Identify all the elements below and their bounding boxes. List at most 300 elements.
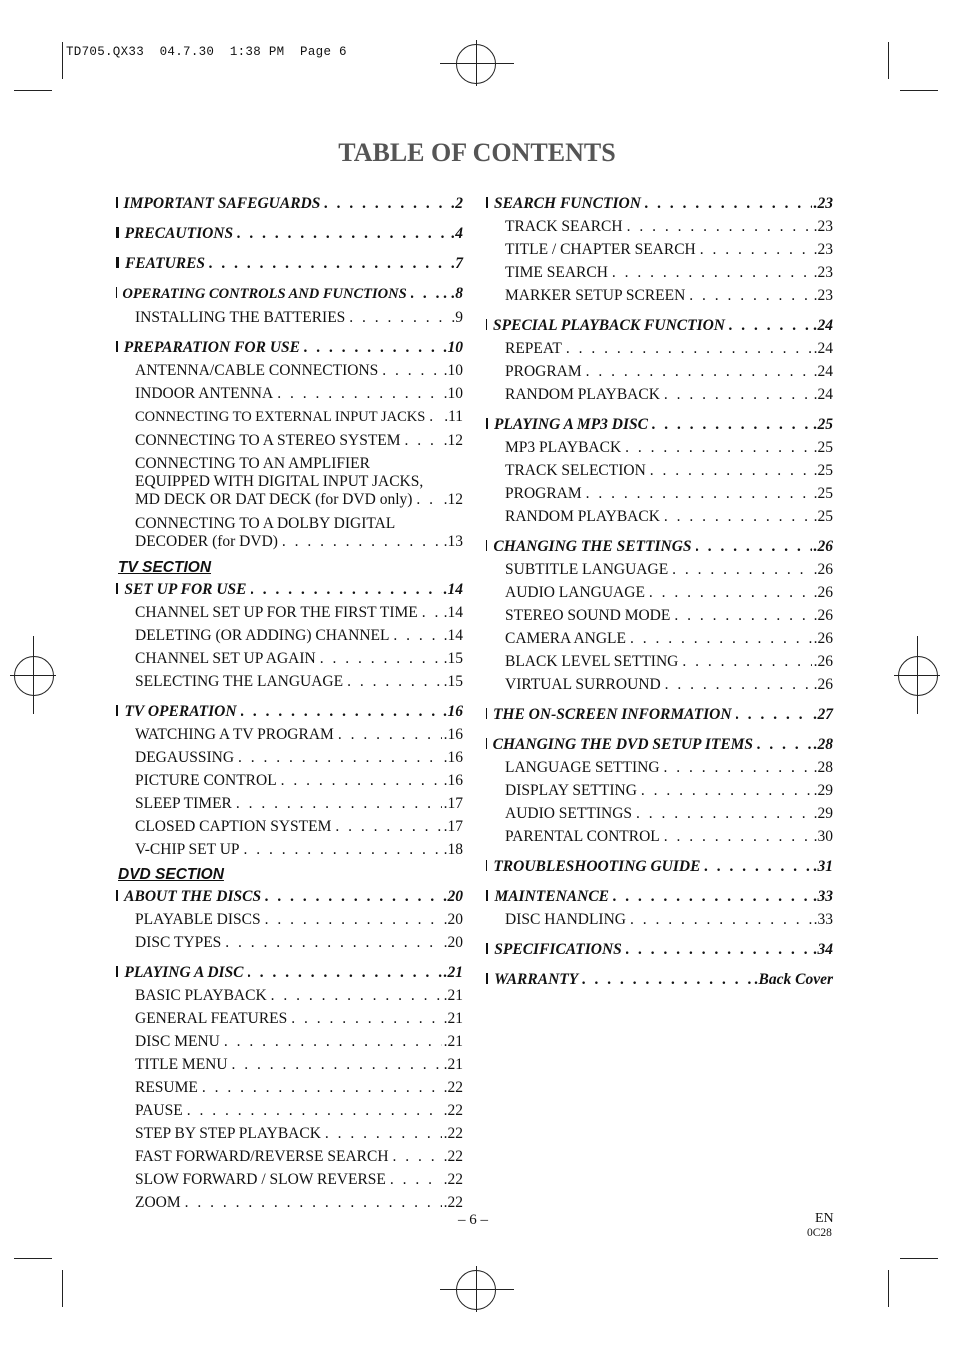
dot-leader — [338, 723, 442, 746]
dot-leader — [382, 359, 441, 382]
entry-page: .24 — [813, 317, 833, 334]
dot-leader — [187, 1099, 442, 1122]
square-bullet-icon — [486, 973, 488, 984]
entry-title: CONNECTING TO A STEREO SYSTEM — [135, 432, 401, 449]
entry-page: .27 — [813, 706, 833, 723]
toc-entry — [486, 505, 833, 528]
dot-leader — [672, 558, 811, 581]
entry-page: .26 — [813, 653, 833, 670]
dot-leader — [625, 436, 811, 459]
entry-title-line: EQUIPPED WITH DIGITAL INPUT JACKS, — [135, 473, 424, 490]
dot-leader — [630, 908, 812, 931]
entry-page: .22 — [443, 1148, 463, 1165]
toc-section-entry — [486, 314, 833, 337]
entry-title: FEATURES — [124, 255, 206, 272]
dot-leader — [209, 252, 449, 275]
entry-title: REPEAT — [505, 340, 562, 357]
toc-entry — [486, 802, 833, 825]
toc-entry — [116, 769, 463, 792]
entry-title: OPERATING CONTROLS AND FUNCTIONS — [122, 286, 407, 302]
toc-entry — [116, 1122, 463, 1145]
crop-mark — [62, 42, 63, 79]
toc-entry — [116, 838, 463, 861]
entry-title: CAMERA ANGLE — [505, 630, 626, 647]
square-bullet-icon — [116, 227, 119, 238]
dot-leader — [236, 792, 442, 815]
entry-title: IMPORTANT SAFEGUARDS — [123, 195, 321, 212]
entry-page: .34 — [813, 941, 833, 958]
entry-title: RANDOM PLAYBACK — [505, 508, 660, 525]
dot-leader — [291, 1007, 441, 1030]
entry-page: .23 — [813, 195, 833, 212]
entry-page: .20 — [443, 888, 463, 905]
entry-title: BLACK LEVEL SETTING — [505, 653, 679, 670]
registration-line — [917, 636, 918, 714]
entry-title: PLAYING A MP3 DISC — [493, 416, 648, 433]
spacer — [486, 726, 833, 733]
entry-page: .28 — [813, 736, 833, 753]
entry-title: DISPLAY SETTING — [505, 782, 637, 799]
dot-leader — [729, 314, 812, 337]
entry-title: MARKER SETUP SCREEN — [505, 287, 686, 304]
entry-title: DELETING (OR ADDING) CHANNEL — [135, 627, 390, 644]
spacer — [116, 954, 463, 961]
toc-entry — [116, 792, 463, 815]
entry-page: .10 — [443, 385, 463, 402]
toc-entry-multiline — [116, 512, 463, 554]
dot-leader — [665, 673, 812, 696]
toc-entry — [486, 436, 833, 459]
entry-title: VIRTUAL SURROUND — [505, 676, 661, 693]
dot-leader — [636, 802, 812, 825]
entry-title: GENERAL FEATURES — [135, 1010, 288, 1027]
square-bullet-icon — [486, 418, 488, 429]
entry-title: CONNECTING TO EXTERNAL INPUT JACKS — [135, 409, 426, 425]
toc-entry — [116, 405, 463, 429]
entry-page: .21 — [443, 1056, 463, 1073]
entry-page: .26 — [813, 676, 833, 693]
toc-section-entry — [116, 282, 463, 306]
crop-mark — [900, 90, 938, 91]
dot-leader — [324, 192, 449, 215]
square-bullet-icon — [116, 197, 118, 208]
entry-page: .24 — [813, 386, 833, 403]
toc-entry — [116, 670, 463, 693]
entry-page: .2 — [451, 195, 463, 212]
toc-entry — [116, 359, 463, 382]
toc-entry — [116, 1076, 463, 1099]
toc-entry — [486, 337, 833, 360]
toc-section-entry — [486, 703, 833, 726]
toc-section-entry — [116, 578, 463, 601]
entry-page: .25 — [813, 416, 833, 433]
dot-leader — [566, 337, 812, 360]
entry-title: CHANGING THE SETTINGS — [493, 538, 692, 555]
toc-entry — [486, 756, 833, 779]
entry-page: .12 — [443, 432, 463, 449]
toc-entry — [486, 581, 833, 604]
entry-title: CHANNEL SET UP FOR THE FIRST TIME — [135, 604, 418, 621]
entry-title: PLAYABLE DISCS — [135, 911, 261, 928]
toc-entry — [116, 601, 463, 624]
entry-title: TRACK SEARCH — [505, 218, 623, 235]
entry-page: .16 — [443, 703, 463, 720]
toc-entry — [486, 284, 833, 307]
entry-page: .18 — [443, 841, 463, 858]
toc-entry — [116, 746, 463, 769]
entry-title: SPECIAL PLAYBACK FUNCTION — [493, 317, 725, 334]
entry-page: .26 — [813, 561, 833, 578]
entry-page: .13 — [443, 533, 463, 550]
crop-mark — [888, 1270, 889, 1307]
spacer — [486, 307, 833, 314]
dot-leader — [325, 1122, 442, 1145]
entry-title: INSTALLING THE BATTERIES — [135, 309, 346, 326]
entry-page: .25 — [813, 508, 833, 525]
entry-page: .25 — [813, 462, 833, 479]
dot-leader — [251, 578, 442, 601]
dot-leader — [335, 815, 441, 838]
dot-leader — [232, 1053, 442, 1076]
toc-entry — [486, 360, 833, 383]
crop-mark — [62, 1270, 63, 1307]
entry-page: . .8 — [443, 285, 463, 302]
spacer — [116, 693, 463, 700]
toc-section-entry — [486, 855, 833, 878]
dot-leader — [586, 360, 812, 383]
toc-entry — [486, 627, 833, 650]
entry-page: .23 — [813, 241, 833, 258]
square-bullet-icon — [486, 943, 488, 954]
dot-leader — [349, 306, 449, 329]
dot-leader — [674, 604, 811, 627]
entry-page: .22 — [443, 1125, 463, 1142]
entry-title: SLOW FORWARD / SLOW REVERSE — [135, 1171, 386, 1188]
toc-entry — [116, 1030, 463, 1053]
entry-page: .14 — [443, 627, 463, 644]
toc-section-entry — [486, 733, 833, 756]
entry-page: .29 — [813, 805, 833, 822]
dot-leader — [277, 382, 441, 405]
entry-title: LANGUAGE SETTING — [505, 759, 660, 776]
entry-title: FAST FORWARD/REVERSE SEARCH — [135, 1148, 389, 1165]
entry-title: SUBTITLE LANGUAGE — [505, 561, 669, 578]
dot-leader — [185, 1191, 442, 1214]
dot-leader — [304, 336, 442, 359]
dot-leader — [627, 215, 812, 238]
registration-line — [476, 40, 477, 86]
square-bullet-icon — [116, 705, 118, 716]
spacer — [486, 878, 833, 885]
entry-title: PICTURE CONTROL — [135, 772, 277, 789]
entry-page: .26 — [813, 584, 833, 601]
toc-section-entry — [116, 222, 463, 245]
toc-entry — [486, 482, 833, 505]
entry-title: TIME SEARCH — [505, 264, 608, 281]
square-bullet-icon — [116, 341, 118, 352]
entry-page: .17 — [443, 795, 463, 812]
spacer — [486, 406, 833, 413]
dot-leader — [347, 670, 442, 693]
toc-section-entry — [116, 336, 463, 359]
entry-title-line: CONNECTING TO AN AMPLIFIER — [135, 455, 370, 472]
document-code: 0C28 — [807, 1227, 832, 1239]
toc-entry — [116, 908, 463, 931]
entry-title: TITLE / CHAPTER SEARCH — [505, 241, 696, 258]
dot-leader — [649, 581, 812, 604]
entry-page: .14 — [443, 604, 463, 621]
toc-entry — [116, 1099, 463, 1122]
entry-title: CHANNEL SET UP AGAIN — [135, 650, 316, 667]
entry-title: SLEEP TIMER — [135, 795, 232, 812]
toc-section-heading: TV SECTION — [118, 559, 212, 576]
dot-leader — [757, 733, 812, 756]
spacer — [116, 215, 463, 222]
dot-leader — [416, 491, 441, 509]
dot-leader — [696, 535, 812, 558]
entry-title: RANDOM PLAYBACK — [505, 386, 660, 403]
spacer — [116, 275, 463, 282]
dot-leader — [630, 627, 812, 650]
entry-title: MP3 PLAYBACK — [505, 439, 622, 456]
spacer — [486, 528, 833, 535]
spacer — [116, 245, 463, 252]
dot-leader — [237, 222, 449, 245]
entry-title: TITLE MENU — [135, 1056, 228, 1073]
entry-title: RESUME — [135, 1079, 198, 1096]
crop-mark — [14, 90, 52, 91]
dot-leader — [224, 1030, 442, 1053]
dot-leader — [238, 746, 442, 769]
dot-leader — [282, 533, 442, 551]
entry-title: AUDIO LANGUAGE — [505, 584, 645, 601]
entry-last-line — [135, 491, 463, 509]
entry-page: .22 — [443, 1079, 463, 1096]
entry-title: PARENTAL CONTROL — [505, 828, 660, 845]
entry-page: .23 — [813, 287, 833, 304]
entry-title: ABOUT THE DISCS — [124, 888, 262, 905]
entry-title: DISC HANDLING — [505, 911, 626, 928]
entry-page: .10 — [443, 362, 463, 379]
dot-leader — [682, 650, 811, 673]
entry-title: WATCHING A TV PROGRAM — [135, 726, 334, 743]
square-bullet-icon — [486, 708, 487, 719]
square-bullet-icon — [486, 319, 487, 330]
entry-title: INDOOR ANTENNA — [135, 385, 274, 402]
dot-leader — [422, 601, 442, 624]
entry-page: .16 — [443, 749, 463, 766]
entry-page: .25 — [813, 485, 833, 502]
entry-page: .22 — [443, 1102, 463, 1119]
toc-entry — [116, 429, 463, 452]
toc-entry — [116, 1168, 463, 1191]
toc-entry — [116, 723, 463, 746]
crop-mark — [888, 42, 889, 79]
entry-page: .16 — [443, 726, 463, 743]
entry-title: WARRANTY — [494, 971, 579, 988]
entry-title: SET UP FOR USE — [124, 581, 247, 598]
square-bullet-icon — [486, 860, 487, 871]
entry-page: .15 — [443, 673, 463, 690]
entry-page: .31 — [813, 858, 833, 875]
toc-entry — [486, 779, 833, 802]
entry-page: .16 — [443, 772, 463, 789]
dot-leader — [689, 284, 811, 307]
toc-entry — [116, 931, 463, 954]
entry-page: .21 — [443, 1033, 463, 1050]
entry-title: PROGRAM — [505, 363, 582, 380]
registration-line — [440, 1289, 514, 1290]
entry-title: PREPARATION FOR USE — [123, 339, 300, 356]
entry-title: SELECTING THE LANGUAGE — [135, 673, 344, 690]
toc-section-entry — [486, 413, 833, 436]
entry-page: .23 — [813, 264, 833, 281]
toc-entry — [116, 306, 463, 329]
toc-section-entry — [116, 885, 463, 908]
entry-title-line: CONNECTING TO A DOLBY DIGITAL — [135, 515, 396, 532]
entry-page: .23 — [813, 218, 833, 235]
entry-page: .28 — [813, 759, 833, 776]
dot-leader — [320, 647, 442, 670]
toc-section-entry — [116, 252, 463, 275]
entry-title-line: MD DECK OR DAT DECK (for DVD only) — [135, 491, 413, 508]
dot-leader — [429, 405, 442, 428]
toc-entry — [116, 1145, 463, 1168]
dot-leader — [613, 885, 812, 908]
toc-right-column — [486, 192, 833, 991]
dot-leader — [652, 413, 812, 436]
dot-leader — [664, 756, 812, 779]
toc-section-entry — [116, 192, 463, 215]
dot-leader — [626, 938, 812, 961]
dot-leader — [582, 968, 752, 991]
registration-mark-right — [898, 656, 938, 696]
toc-left-column — [116, 192, 463, 1214]
entry-page: .29 — [813, 782, 833, 799]
toc-entry — [116, 815, 463, 838]
toc-entry — [486, 650, 833, 673]
entry-title: AUDIO SETTINGS — [505, 805, 633, 822]
entry-page: .26 — [813, 538, 833, 555]
dot-leader — [248, 961, 442, 984]
entry-title: MAINTENANCE — [494, 888, 609, 905]
page-number: – 6 – — [458, 1212, 488, 1228]
dot-leader — [664, 825, 812, 848]
spacer — [486, 848, 833, 855]
crop-mark — [900, 1258, 938, 1259]
entry-title: TV OPERATION — [124, 703, 237, 720]
toc-entry — [486, 383, 833, 406]
entry-page: .22 — [443, 1171, 463, 1188]
page-title: TABLE OF CONTENTS — [338, 138, 616, 167]
toc-section-entry — [116, 961, 463, 984]
dot-leader — [393, 624, 441, 647]
dot-leader — [641, 779, 812, 802]
entry-page: .25 — [813, 439, 833, 456]
entry-page: .21 — [443, 964, 463, 981]
toc-entry — [486, 825, 833, 848]
registration-line — [33, 636, 34, 714]
entry-title-line: DECODER (for DVD) — [135, 533, 278, 550]
square-bullet-icon — [486, 890, 488, 901]
dot-leader — [281, 769, 442, 792]
entry-title: V-CHIP SET UP — [135, 841, 240, 858]
dot-leader — [664, 505, 812, 528]
entry-title: TRACK SELECTION — [505, 462, 646, 479]
dot-leader — [411, 282, 442, 305]
entry-page: .17 — [443, 818, 463, 835]
toc-entry — [116, 1007, 463, 1030]
entry-title: PROGRAM — [505, 485, 582, 502]
toc-entry — [486, 238, 833, 261]
entry-title: TROUBLESHOOTING GUIDE — [493, 858, 701, 875]
registration-line — [440, 63, 514, 64]
toc-entry — [116, 1191, 463, 1214]
entry-page: .11 — [444, 408, 463, 425]
language-code: EN — [815, 1211, 834, 1226]
entry-title: ZOOM — [135, 1194, 181, 1211]
dot-leader — [736, 703, 812, 726]
dot-leader — [202, 1076, 442, 1099]
dot-leader — [244, 838, 442, 861]
entry-title: DEGAUSSING — [135, 749, 235, 766]
dot-leader — [645, 192, 812, 215]
dot-leader — [241, 700, 442, 723]
entry-page: .26 — [813, 607, 833, 624]
entry-page: .33 — [813, 888, 833, 905]
toc-entry — [486, 558, 833, 581]
toc-entry — [116, 984, 463, 1007]
entry-title: DISC MENU — [135, 1033, 220, 1050]
entry-page: .4 — [451, 225, 463, 242]
registration-mark-left — [14, 656, 54, 696]
spacer — [486, 931, 833, 938]
toc-entry — [486, 673, 833, 696]
entry-page: .21 — [443, 987, 463, 1004]
dot-leader — [271, 984, 442, 1007]
entry-page: .15 — [443, 650, 463, 667]
entry-page: .Back Cover — [754, 971, 833, 988]
entry-page: .20 — [443, 911, 463, 928]
toc-entry — [486, 459, 833, 482]
entry-page: .12 — [443, 491, 463, 508]
crop-mark — [14, 1258, 52, 1259]
toc-entry — [116, 1053, 463, 1076]
entry-page: .21 — [443, 1010, 463, 1027]
entry-title: DISC TYPES — [135, 934, 222, 951]
entry-page: .33 — [813, 911, 833, 928]
dot-leader — [405, 429, 442, 452]
entry-page: .10 — [443, 339, 463, 356]
entry-page: .24 — [813, 340, 833, 357]
entry-page: .24 — [813, 363, 833, 380]
dot-leader — [704, 855, 811, 878]
toc-section-heading: DVD SECTION — [118, 866, 224, 883]
entry-title: PLAYING A DISC — [124, 964, 244, 981]
entry-page: .14 — [443, 581, 463, 598]
dot-leader — [612, 261, 812, 284]
toc-section-entry — [116, 700, 463, 723]
dot-leader — [265, 885, 442, 908]
toc-section-entry — [486, 885, 833, 908]
square-bullet-icon — [486, 540, 487, 551]
square-bullet-icon — [116, 583, 118, 594]
toc-section-entry — [486, 535, 833, 558]
square-bullet-icon — [486, 738, 487, 749]
toc-entry — [116, 647, 463, 670]
registration-line — [476, 1266, 477, 1312]
entry-page: .22 — [443, 1194, 463, 1211]
